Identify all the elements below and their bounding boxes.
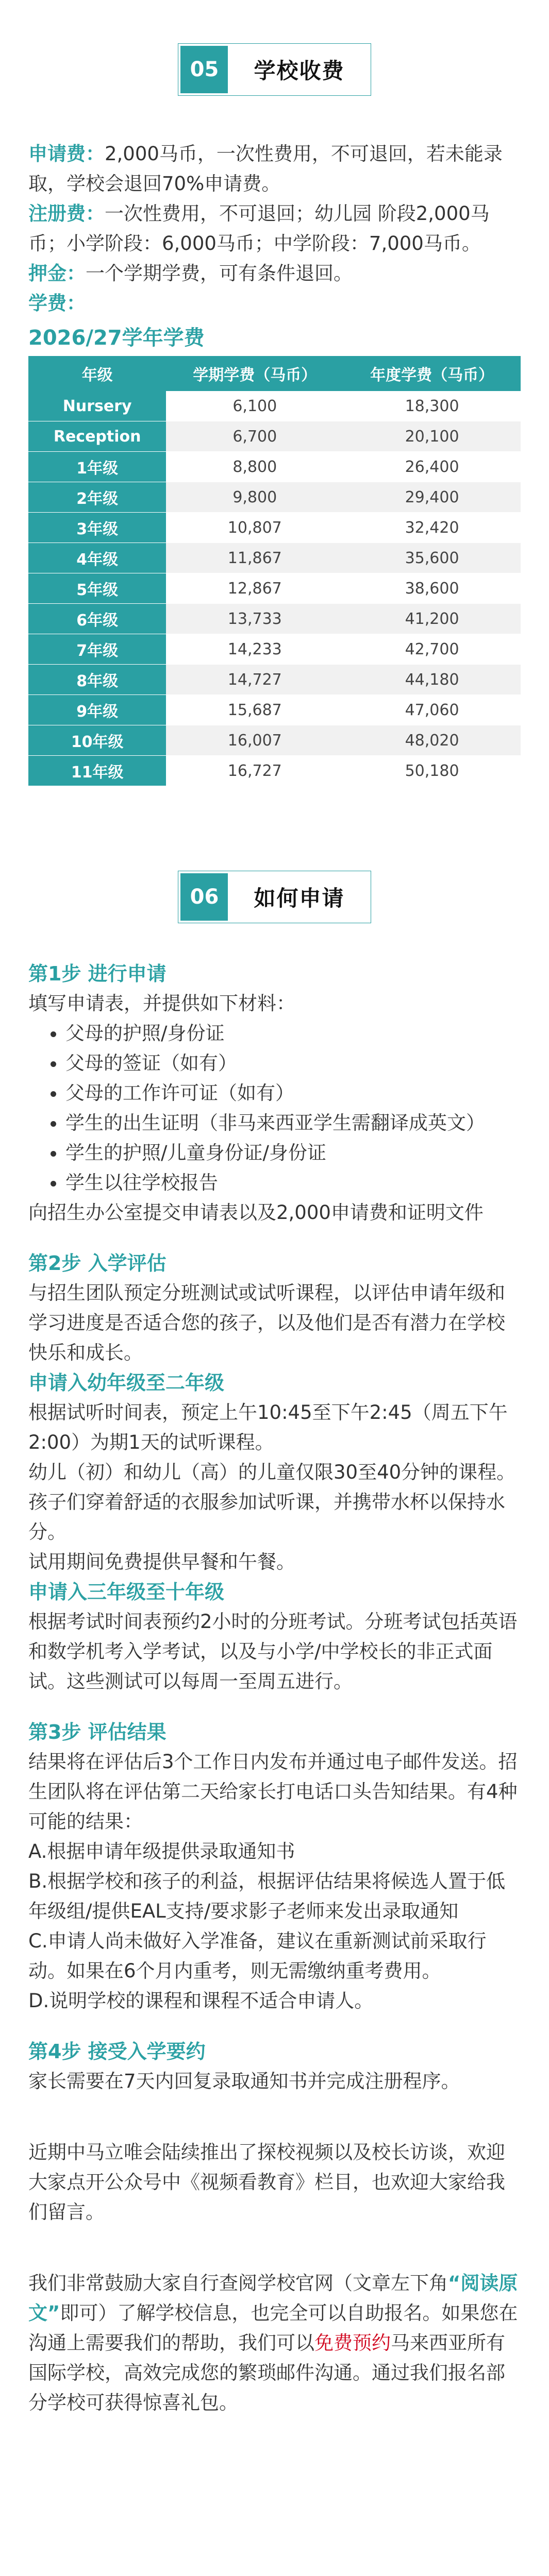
annual-fee-cell: 32,420	[343, 513, 521, 543]
annual-fee-cell: 26,400	[343, 452, 521, 482]
annual-fee-cell: 41,200	[343, 604, 521, 634]
list-item: • 学生的护照/儿童身份证/身份证	[65, 1138, 521, 1168]
step3-p1: 结果将在评估后3个工作日内发布并通过电子邮件发送。招生团队将在评估第二天给家长打电话口头告知结果。有4种可能的结果：	[28, 1751, 518, 1833]
annual-fee-cell: 18,300	[343, 391, 521, 421]
grade-cell: 1年级	[28, 452, 166, 482]
term-fee-cell: 14,727	[166, 665, 343, 695]
sub2-p1: 根据考试时间表预约2小时的分班考试。分班考试包括英语和数学机考入学考试，以及与小学/中学校长的非正式面试。这些测试可以每周一至周五进行。	[28, 1611, 518, 1692]
grade-cell: 9年级	[28, 695, 166, 725]
application-fee-label: 申请费：	[28, 143, 105, 165]
term-fee-cell: 6,100	[166, 391, 343, 421]
step1-intro: 填写申请表，并提供如下材料：	[28, 992, 295, 1014]
section-number: 05	[180, 46, 228, 93]
table-row	[28, 634, 521, 665]
step3-title: 第3步 评估结果	[28, 1721, 167, 1743]
table-row	[28, 452, 521, 482]
grade-cell: Reception	[28, 421, 166, 452]
term-fee-cell: 9,800	[166, 482, 343, 513]
term-fee-cell: 11,867	[166, 543, 343, 573]
section-number: 06	[180, 873, 228, 921]
footer-text-b: 即可）了解学校信息，也完全可以自助报名。如果您在沟通上需要我们的帮助，我们可以	[28, 2302, 518, 2354]
footer-paragraph-2	[28, 2268, 521, 2418]
annual-fee-cell: 42,700	[343, 634, 521, 665]
grade-cell: 11年级	[28, 756, 166, 786]
grade-cell: 3年级	[28, 513, 166, 543]
footer-paragraph-1: 近期中马立唯会陆续推出了探校视频以及校长访谈，欢迎大家点开公众号中《视频看教育》栏目，也欢迎大家给我们留言。	[28, 2141, 505, 2223]
fee-table-header-annual: 年度学费（马币）	[343, 356, 521, 391]
section-title-box	[178, 871, 371, 923]
grade-cell: 10年级	[28, 725, 166, 756]
footer-text-a: 我们非常鼓励大家自行查阅学校官网（文章左下角	[28, 2272, 448, 2294]
grade-cell: 2年级	[28, 482, 166, 513]
sub1-p3: 试用期间免费提供早餐和午餐。	[28, 1551, 295, 1573]
table-row	[28, 482, 521, 513]
application-fee-text: 2,000马币，一次性费用，不可退回，若未能录取，学校会退回70%申请费。	[28, 143, 503, 195]
section-title-box	[178, 43, 371, 96]
fees-content	[0, 139, 549, 786]
list-item: • 学生的出生证明（非马来西亚学生需翻译成英文）	[65, 1108, 521, 1138]
deposit-text: 一个学期学费，可有条件退回。	[86, 262, 353, 284]
term-fee-cell: 8,800	[166, 452, 343, 482]
annual-fee-cell: 50,180	[343, 756, 521, 786]
list-item: • 父母的工作许可证（如有）	[65, 1078, 521, 1108]
annual-fee-cell: 29,400	[343, 482, 521, 513]
outcome-d: D.说明学校的课程和课程不适合申请人。	[28, 1990, 374, 2012]
read-original-link[interactable]: “阅读原文”	[28, 2272, 518, 2324]
outcome-b: B.根据学校和孩子的利益，根据评估结果将候选人置于低年级组/提供EAL支持/要求影子老师来发出录取通知	[28, 1870, 506, 1922]
step4-title: 第4步 接受入学要约	[28, 2040, 206, 2063]
section-title: 学校收费	[254, 58, 345, 83]
term-fee-cell: 6,700	[166, 421, 343, 452]
fee-table	[28, 356, 521, 786]
term-fee-cell: 16,727	[166, 756, 343, 786]
registration-fee-label: 注册费：	[28, 202, 105, 225]
outcome-a: A.根据申请年级提供录取通知书	[28, 1840, 295, 1862]
term-fee-cell: 14,233	[166, 634, 343, 665]
term-fee-cell: 10,807	[166, 513, 343, 543]
annual-fee-cell: 44,180	[343, 665, 521, 695]
materials-list	[28, 1019, 521, 1198]
article-page	[0, 36, 549, 2576]
table-row	[28, 604, 521, 634]
annual-fee-cell: 35,600	[343, 543, 521, 573]
sub2-title: 申请入三年级至十年级	[28, 1581, 225, 1603]
step1-outro: 向招生办公室提交申请表以及2,000申请费和证明文件	[28, 1201, 484, 1224]
sub1-title: 申请入幼年级至二年级	[28, 1371, 225, 1394]
registration-fee-text: 一次性费用，不可退回；幼儿园 阶段2,000马币；小学阶段：6,000马币；中学阶段：7,000马币。	[28, 202, 490, 255]
term-fee-cell: 15,687	[166, 695, 343, 725]
grade-cell: Nursery	[28, 391, 166, 421]
sub1-p2: 幼儿（初）和幼儿（高）的儿童仅限30至40分钟的课程。孩子们穿着舒适的衣服参加试听课，并携带水杯以保持水分。	[28, 1461, 516, 1543]
section-header-apply	[0, 863, 549, 930]
grade-cell: 6年级	[28, 604, 166, 634]
fee-table-header-row	[28, 356, 521, 391]
application-fee-paragraph	[28, 139, 521, 199]
grade-cell: 8年级	[28, 665, 166, 695]
annual-fee-cell: 38,600	[343, 573, 521, 604]
grade-cell: 5年级	[28, 573, 166, 604]
table-row	[28, 543, 521, 573]
list-item: • 父母的护照/身份证	[65, 1019, 521, 1048]
tuition-label: 学费：	[28, 292, 86, 314]
annual-fee-cell: 48,020	[343, 725, 521, 756]
list-item: • 父母的签证（如有）	[65, 1048, 521, 1078]
registration-fee-paragraph	[28, 199, 521, 259]
apply-content	[0, 959, 549, 2418]
step4-text: 家长需要在7天内回复录取通知书并完成注册程序。	[28, 2070, 460, 2092]
term-fee-cell: 12,867	[166, 573, 343, 604]
grade-cell: 4年级	[28, 543, 166, 573]
deposit-paragraph	[28, 259, 521, 289]
sub1-p1: 根据试听时间表，预定上午10:45至下午2:45（周五下午2:00）为期1天的试听课程。	[28, 1401, 508, 1453]
table-row	[28, 421, 521, 452]
section-header-fees	[0, 36, 549, 103]
annual-fee-cell: 20,100	[343, 421, 521, 452]
term-fee-cell: 16,007	[166, 725, 343, 756]
term-fee-cell: 13,733	[166, 604, 343, 634]
outcome-c: C.申请人尚未做好入学准备，建议在重新测试前采取行动。如果在6个月内重考，则无需缴纳重考费用。	[28, 1930, 487, 1982]
table-row	[28, 513, 521, 543]
table-row	[28, 725, 521, 756]
deposit-label: 押金：	[28, 262, 86, 284]
free-booking-highlight: 免费预约	[314, 2332, 391, 2354]
tuition-paragraph	[28, 289, 521, 318]
step2-text: 与招生团队预定分班测试或试听课程，以评估申请年级和学习进度是否适合您的孩子，以及他们是否有潜力在学校快乐和成长。	[28, 1282, 505, 1364]
table-row	[28, 665, 521, 695]
fee-table-header-term: 学期学费（马币）	[166, 356, 343, 391]
section-title: 如何申请	[254, 886, 345, 911]
annual-fee-cell: 47,060	[343, 695, 521, 725]
fee-table-header-grade: 年级	[28, 356, 166, 391]
table-row	[28, 391, 521, 421]
table-row	[28, 756, 521, 786]
grade-cell: 7年级	[28, 634, 166, 665]
fee-table-heading: 2026/27学年学费	[28, 326, 205, 350]
table-row	[28, 695, 521, 725]
table-row	[28, 573, 521, 604]
step1-title: 第1步 进行申请	[28, 962, 167, 985]
step2-title: 第2步 入学评估	[28, 1252, 167, 1275]
footer-text-c: 马来西亚所有国际学校，高效完成您的繁琐邮件沟通。通过我们报名部分学校可获得惊喜礼包。	[28, 2332, 505, 2414]
list-item: • 学生以往学校报告	[65, 1168, 521, 1198]
